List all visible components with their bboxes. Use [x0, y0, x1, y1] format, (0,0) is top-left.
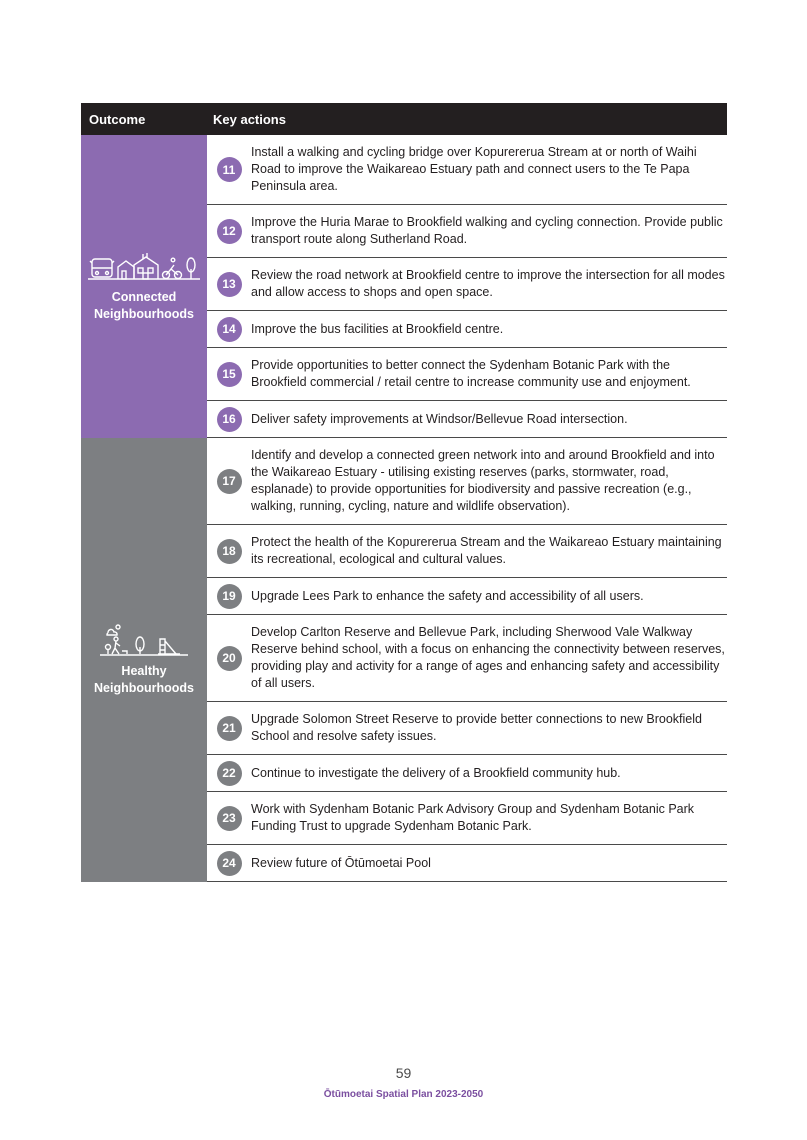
action-number-badge: 20 [217, 646, 242, 671]
action-row [207, 401, 727, 438]
action-text: Develop Carlton Reserve and Bellevue Park, including Sherwood Vale Walkway Reserve behind school, with a focus on enhancing the connectivity between reserves, providing play and activity for a range of ages and enhancing safety and accessibility of all users. [251, 625, 725, 690]
action-row [207, 755, 727, 792]
action-text: Protect the health of the Kopurererua Stream and the Waikareao Estuary maintaining its recreational, ecological and cultural values. [251, 535, 722, 566]
action-text: Review the road network at Brookfield centre to improve the intersection for all modes and allow access to shops and open space. [251, 268, 725, 299]
action-number-badge: 13 [217, 272, 242, 297]
action-text: Identify and develop a connected green network into and around Brookfield and into the Waikareao Estuary - utilising existing reserves (parks, stormwater, road, esplanade) to provide opportunities for biodiversity and passive recreation (e.g., walking, running, cycling, nature and wildlife observation). [251, 448, 715, 513]
key-actions-table [81, 103, 727, 882]
group-connected [81, 135, 727, 438]
header-key-actions: Key actions [213, 111, 286, 127]
action-number-badge: 21 [217, 716, 242, 741]
action-number-badge: 22 [217, 761, 242, 786]
action-number-badge: 23 [217, 806, 242, 831]
outcome-label: Healthy Neighbourhoods [94, 664, 194, 695]
action-number-badge: 18 [217, 539, 242, 564]
action-text: Improve the bus facilities at Brookfield centre. [251, 321, 504, 336]
action-text: Work with Sydenham Botanic Park Advisory Group and Sydenham Botanic Park Funding Trust to upgrade Sydenham Botanic Park. [251, 802, 695, 833]
action-text: Improve the Huria Marae to Brookfield walking and cycling connection. Provide public transport route along Sutherland Road. [251, 215, 723, 246]
action-number-badge: 12 [217, 219, 242, 244]
action-row [207, 525, 727, 578]
action-text: Deliver safety improvements at Windsor/Bellevue Road intersection. [251, 411, 628, 426]
action-number-badge: 14 [217, 317, 242, 342]
header-outcome: Outcome [89, 111, 146, 127]
action-row [207, 438, 727, 525]
action-number-badge: 17 [217, 469, 242, 494]
table-header [81, 103, 727, 135]
action-text: Provide opportunities to better connect the Sydenham Botanic Park with the Brookfield commercial / retail centre to increase community use and enjoyment. [251, 358, 691, 389]
group-healthy [81, 438, 727, 882]
actions-healthy [207, 438, 727, 882]
action-number-badge: 19 [217, 584, 242, 609]
action-text: Install a walking and cycling bridge over Kopurererua Stream at or north of Waihi Road to improve the Waikareao Estuary path and connect users to the Te Papa Peninsula area. [251, 145, 697, 193]
outcome-connected [81, 135, 207, 438]
action-text: Upgrade Lees Park to enhance the safety and accessibility of all users. [251, 588, 644, 603]
outcome-label: Connected Neighbourhoods [94, 289, 194, 321]
action-row [207, 258, 727, 311]
page-number: 59 [395, 1065, 412, 1081]
action-row [207, 578, 727, 615]
action-row [207, 311, 727, 348]
action-text: Upgrade Solomon Street Reserve to provide better connections to new Brookfield School and resolve safety issues. [251, 712, 702, 743]
healthy-neighbourhoods-icon [100, 623, 188, 657]
action-row [207, 702, 727, 755]
document-title: Ōtūmoetai Spatial Plan 2023-2050 [323, 1089, 484, 1100]
action-row [207, 845, 727, 882]
action-row [207, 135, 727, 205]
action-number-badge: 11 [217, 157, 242, 182]
action-row [207, 792, 727, 845]
action-number-badge: 15 [217, 362, 242, 387]
action-row [207, 615, 727, 702]
outcome-healthy [81, 438, 207, 882]
action-text: Review future of Ōtūmoetai Pool [251, 855, 431, 870]
action-row [207, 205, 727, 258]
actions-connected [207, 135, 727, 438]
connected-neighbourhoods-icon [88, 251, 200, 283]
action-row [207, 348, 727, 401]
action-number-badge: 16 [217, 407, 242, 432]
action-number-badge: 24 [217, 851, 242, 876]
action-text: Continue to investigate the delivery of a Brookfield community hub. [251, 765, 621, 780]
